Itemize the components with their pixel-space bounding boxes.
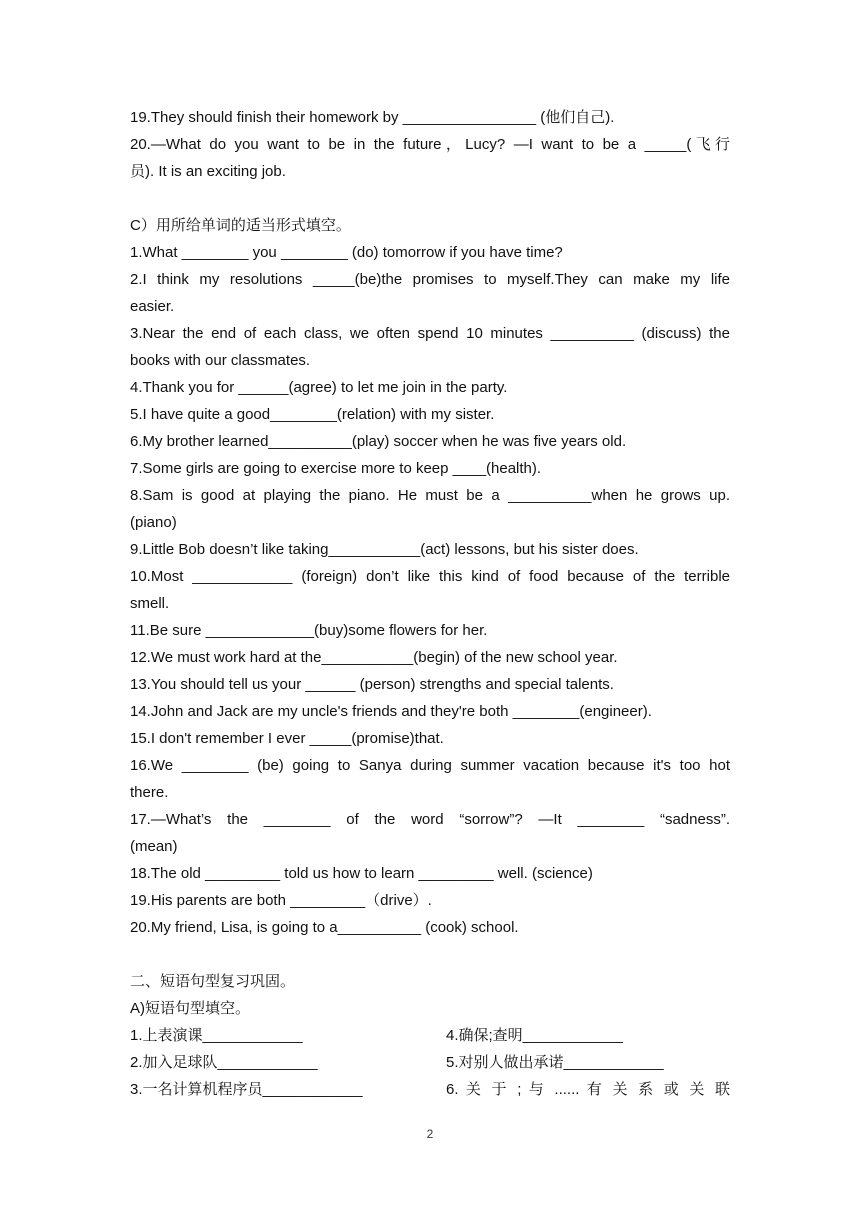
question-c5: 5.I have quite a good________(relation) with my sister. bbox=[130, 406, 495, 423]
question-c8-continuation: (piano) bbox=[130, 514, 177, 531]
question-c17-continuation: (mean) bbox=[130, 838, 178, 855]
spacer bbox=[130, 185, 730, 212]
question-c1: 1.What ________ you ________ (do) tomorrow if you have time? bbox=[130, 244, 563, 261]
question-c3: 3.Near the end of each class, we often spend 10 minutes __________ (discuss) the bbox=[130, 325, 730, 342]
question-c11: 11.Be sure _____________(buy)some flowers for her. bbox=[130, 622, 488, 639]
question-c12: 12.We must work hard at the___________(begin) of the new school year. bbox=[130, 649, 618, 666]
phrase-item: 1.上表演课____________ bbox=[130, 1027, 303, 1044]
question-c3-continuation: books with our classmates. bbox=[130, 352, 311, 369]
phrase-item: 3.一名计算机程序员____________ bbox=[130, 1081, 363, 1098]
question-c8: 8.Sam is good at playing the piano. He must be a __________when he grows up. bbox=[130, 487, 730, 504]
question-c16-continuation: there. bbox=[130, 784, 169, 801]
question-c13: 13.You should tell us your ______ (person) strengths and special talents. bbox=[130, 676, 614, 693]
question-c17: 17.—What’s the ________ of the word “sorrow”? —It ________ “sadness”. bbox=[130, 811, 730, 828]
phrase-row bbox=[130, 1049, 730, 1076]
phrase-item: 2.加入足球队____________ bbox=[130, 1054, 318, 1071]
question-c6: 6.My brother learned__________(play) soccer when he was five years old. bbox=[130, 433, 627, 450]
question-c10-continuation: smell. bbox=[130, 595, 170, 612]
question-c2: 2.I think my resolutions _____(be)the promises to myself.They can make my life bbox=[130, 271, 730, 288]
section-two-subheading: A)短语句型填空。 bbox=[130, 1000, 251, 1017]
spacer bbox=[130, 941, 730, 968]
question-c15: 15.I don't remember I ever _____(promise)that. bbox=[130, 730, 444, 747]
question-c16: 16.We ________ (be) going to Sanya during summer vacation because it's too hot bbox=[130, 757, 730, 774]
section-two-heading: 二、短语句型复习巩固。 bbox=[130, 973, 296, 990]
question-c14: 14.John and Jack are my uncle's friends and they're both ________(engineer). bbox=[130, 703, 652, 720]
phrase-row bbox=[130, 1022, 730, 1049]
question-c9: 9.Little Bob doesn’t like taking___________(act) lessons, but his sister does. bbox=[130, 541, 639, 558]
phrase-item: 5.对别人做出承诺____________ bbox=[446, 1054, 664, 1071]
question-c19: 19.His parents are both _________（drive）. bbox=[130, 892, 432, 909]
question-b19: 19.They should finish their homework by ________________ (他们自己). bbox=[130, 109, 615, 126]
question-c7: 7.Some girls are going to exercise more to keep ____(health). bbox=[130, 460, 542, 477]
section-c-heading: C）用所给单词的适当形式填空。 bbox=[130, 217, 351, 234]
question-b20-continuation: 员). It is an exciting job. bbox=[130, 163, 286, 180]
question-b20: 20.—What do you want to be in the future，Lucy? —I want to be a _____(飞行 bbox=[130, 136, 730, 153]
phrase-item: 4.确保;查明____________ bbox=[446, 1027, 623, 1044]
page-number: 2 bbox=[426, 1127, 434, 1141]
question-c4: 4.Thank you for ______(agree) to let me join in the party. bbox=[130, 379, 508, 396]
question-c10: 10.Most ____________ (foreign) don’t like this kind of food because of the terrible bbox=[130, 568, 730, 585]
page-content bbox=[130, 104, 730, 1103]
question-c20: 20.My friend, Lisa, is going to a__________ (cook) school. bbox=[130, 919, 519, 936]
phrase-row bbox=[130, 1076, 730, 1103]
phrase-item: 6. 关 于 ; 与 ...... 有 关 系 或 关 联 bbox=[446, 1081, 730, 1098]
question-c18: 18.The old _________ told us how to learn _________ well. (science) bbox=[130, 865, 593, 882]
question-c2-continuation: easier. bbox=[130, 298, 175, 315]
